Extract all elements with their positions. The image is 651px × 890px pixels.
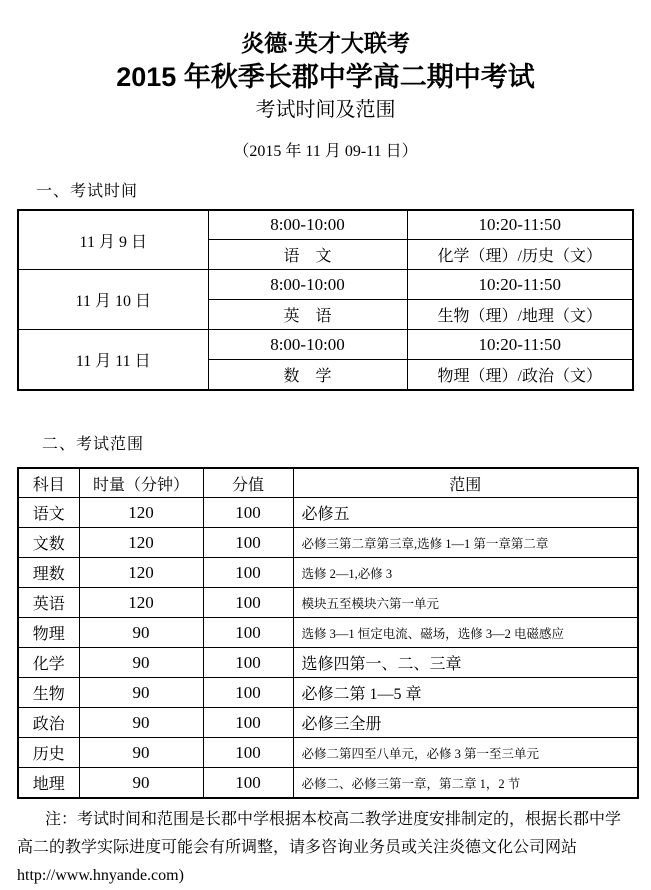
- subject-cell: 文数: [18, 528, 79, 558]
- midday-time-cell: 10:20-11:50: [407, 330, 633, 360]
- minutes-cell: 90: [79, 678, 203, 708]
- minutes-cell: 120: [79, 528, 203, 558]
- midday-subject-cell: 化学（理）/历史（文）: [407, 240, 633, 270]
- scope-cell: 必修三第二章第三章,选修 1—1 第一章第二章: [293, 528, 638, 558]
- minutes-cell: 90: [79, 618, 203, 648]
- exam-date-cell: 11 月 10 日: [18, 270, 208, 330]
- subject-cell: 理数: [18, 558, 79, 588]
- table-row: [18, 588, 638, 618]
- exam-date-cell: 11 月 11 日: [18, 330, 208, 390]
- page-title: 考试时间及范围: [255, 98, 396, 121]
- subject-cell: 生物: [18, 678, 79, 708]
- scope-cell: 必修二第 1—5 章: [293, 678, 638, 708]
- table-row: [18, 678, 638, 708]
- exam-scope-table: [17, 467, 639, 799]
- exam-schedule-table: [17, 209, 634, 391]
- exam-brand-title: 炎德·英才大联考: [241, 30, 410, 56]
- minutes-cell: 120: [79, 588, 203, 618]
- scope-cell: 模块五至模块六第一单元: [293, 588, 638, 618]
- midday-time-cell: 10:20-11:50: [407, 270, 633, 300]
- column-header-subject: 科目: [18, 468, 79, 498]
- section-heading-exam-scope: 二、考试范围: [42, 435, 145, 453]
- table-row: [18, 528, 638, 558]
- table-row: [18, 330, 633, 360]
- table-row: [18, 210, 633, 240]
- score-cell: 100: [203, 558, 293, 588]
- minutes-cell: 90: [79, 738, 203, 768]
- minutes-cell: 90: [79, 708, 203, 738]
- note-line: 高二的教学实际进度可能会有所调整，请多咨询业务员或关注炎德文化公司网站: [17, 838, 578, 856]
- table-row: [18, 558, 638, 588]
- column-header-scope: 范围: [293, 468, 638, 498]
- score-cell: 100: [203, 648, 293, 678]
- minutes-cell: 90: [79, 648, 203, 678]
- note-website-url: http://www.hnyande.com): [17, 866, 184, 884]
- minutes-cell: 90: [79, 768, 203, 798]
- morning-time-cell: 8:00-10:00: [208, 330, 407, 360]
- subject-cell: 物理: [18, 618, 79, 648]
- exam-date-range: （2015 年 11 月 09-11 日）: [233, 142, 418, 160]
- score-cell: 100: [203, 498, 293, 528]
- score-cell: 100: [203, 618, 293, 648]
- morning-time-cell: 8:00-10:00: [208, 270, 407, 300]
- subject-cell: 政治: [18, 708, 79, 738]
- score-cell: 100: [203, 678, 293, 708]
- table-row: [18, 768, 638, 798]
- footer-note: [17, 806, 637, 890]
- scope-cell: 选修 3—1 恒定电流、磁场，选修 3—2 电磁感应: [293, 618, 638, 648]
- table-row: [18, 270, 633, 300]
- midday-subject-cell: 生物（理）/地理（文）: [407, 300, 633, 330]
- table-row: [18, 618, 638, 648]
- table-row: [18, 498, 638, 528]
- score-cell: 100: [203, 528, 293, 558]
- minutes-cell: 120: [79, 558, 203, 588]
- subject-cell: 历史: [18, 738, 79, 768]
- table-row: [18, 648, 638, 678]
- morning-subject-cell: 数 学: [208, 360, 407, 390]
- exam-name-title: 2015 年秋季长郡中学高二期中考试: [116, 61, 535, 92]
- score-cell: 100: [203, 708, 293, 738]
- section-heading-exam-time: 一、考试时间: [36, 182, 139, 200]
- subject-cell: 英语: [18, 588, 79, 618]
- document-page: [0, 30, 651, 890]
- scope-cell: 必修二第四至八单元，必修 3 第一至三单元: [293, 738, 638, 768]
- minutes-cell: 120: [79, 498, 203, 528]
- morning-subject-cell: 语 文: [208, 240, 407, 270]
- column-header-score: 分值: [203, 468, 293, 498]
- table-header-row: [18, 468, 638, 498]
- scope-cell: 选修四第一、二、三章: [293, 648, 638, 678]
- midday-subject-cell: 物理（理）/政治（文）: [407, 360, 633, 390]
- midday-time-cell: 10:20-11:50: [407, 210, 633, 240]
- scope-cell: 必修三全册: [293, 708, 638, 738]
- scope-cell: 必修二、必修三第一章，第二章 1，2 节: [293, 768, 638, 798]
- score-cell: 100: [203, 588, 293, 618]
- table-row: [18, 708, 638, 738]
- subject-cell: 语文: [18, 498, 79, 528]
- subject-cell: 化学: [18, 648, 79, 678]
- score-cell: 100: [203, 768, 293, 798]
- table-row: [18, 738, 638, 768]
- scope-cell: 选修 2—1,必修 3: [293, 558, 638, 588]
- morning-time-cell: 8:00-10:00: [208, 210, 407, 240]
- subject-cell: 地理: [18, 768, 79, 798]
- score-cell: 100: [203, 738, 293, 768]
- scope-cell: 必修五: [293, 498, 638, 528]
- note-line: 注：考试时间和范围是长郡中学根据本校高二教学进度安排制定的，根据长郡中学: [45, 810, 622, 828]
- exam-date-cell: 11 月 9 日: [18, 210, 208, 270]
- column-header-minutes: 时量（分钟）: [79, 468, 203, 498]
- morning-subject-cell: 英 语: [208, 300, 407, 330]
